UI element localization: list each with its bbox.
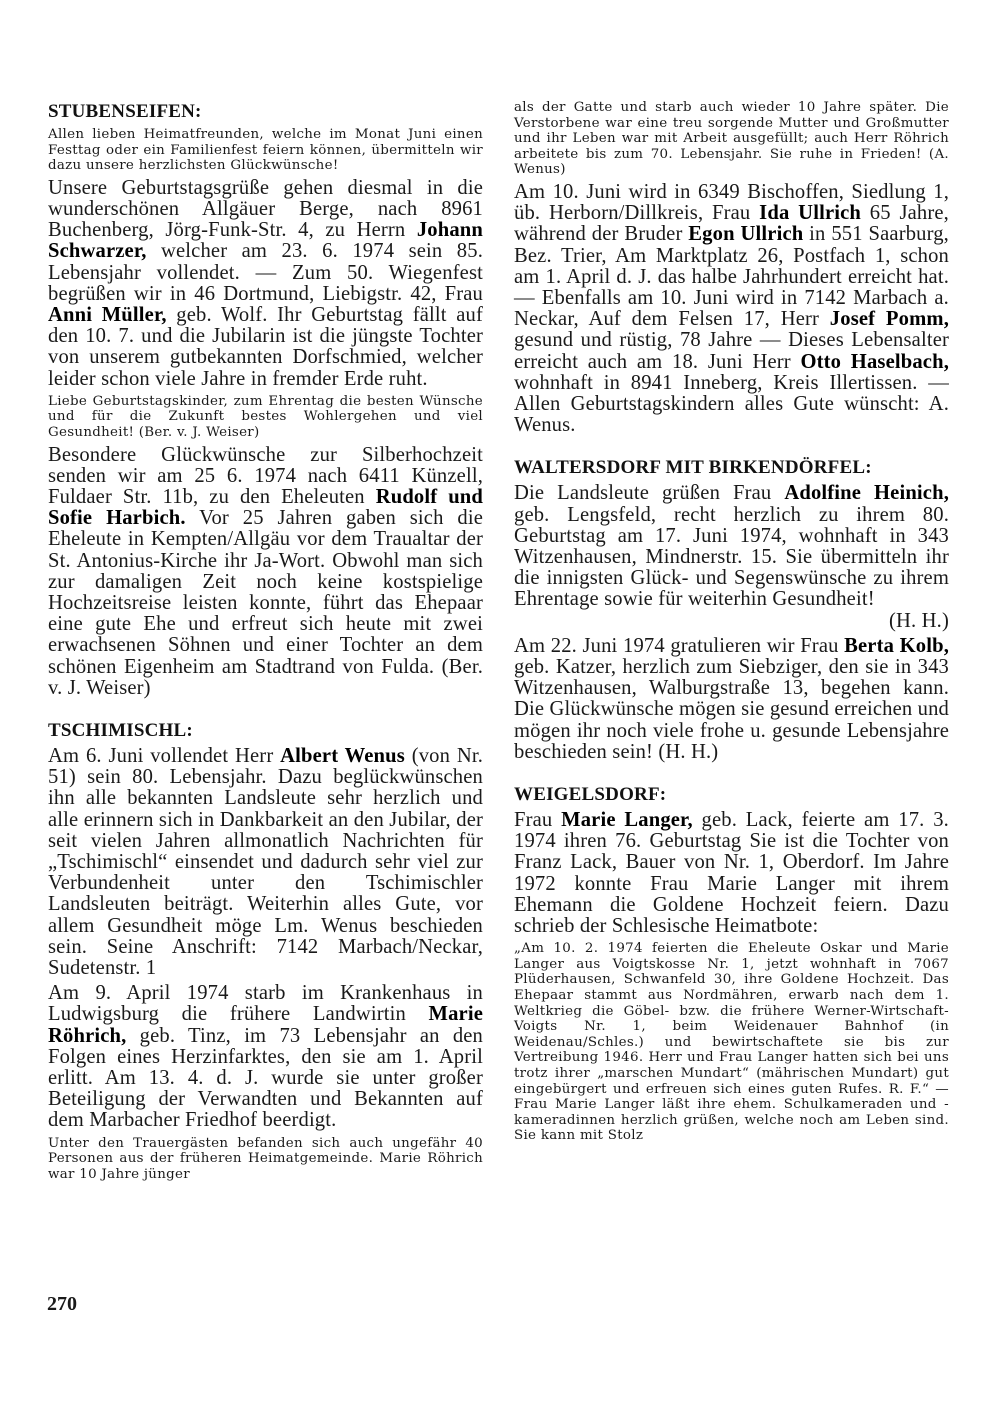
section-waltersdorf xyxy=(514,456,949,763)
person-name: Josef Pomm, xyxy=(829,308,949,331)
person-name: Berta Kolb, xyxy=(844,634,949,657)
section-heading: WALTERSDORF MIT BIRKENDÖRFEL: xyxy=(514,457,872,479)
section-tschimischl xyxy=(48,719,483,1182)
section-continuation xyxy=(514,100,949,436)
signature: (H. H.) xyxy=(889,609,949,632)
note: Unter den Trauergästen befanden sich auch ungefähr 40 Personen aus der früheren Heimatgemeinde. Marie Röhrich war 10 Jahre jünger xyxy=(48,1135,483,1182)
paragraph: Besondere Glückwünsche zur Silberhochzeit senden wir am 25 6. 1974 nach 6411 Künzell, Fuldaer Str. 11b, zu den Eheleuten Rudolf und Sofie Harbich. Vor 25 Jahren gaben sich die Eheleute in Kempten/Allgäu vor dem Traualtar der St. Antonius-Kirche ihr Ja-Wort. Obwohl man sich zur damaligen Zeit noch keine kostspielige Hochzeitsreise leisten konnte, führt das Ehepaar eine gute Ehe und erfreut sich heute mit zwei erwachsenen Söhnen und einer Tochter an dem schönen Eigenheim am Stadtrand von Fulda. (Ber. v. J. Weiser) xyxy=(48,443,484,699)
person-name: Marie Röhrich, xyxy=(48,1003,483,1047)
paragraph: Die Landsleute grüßen Frau Adolfine Heinich, geb. Lengsfeld, recht herzlich zu ihrem 80. Geburtstag am 17. Juni 1974, wohnhaft in 343 Witzenhausen, Mindnerstr. 15. Sie übermitteln ihr die innigsten Glück- und Segenswünsche zu ihrem Ehrentage sowie für weiterhin Gesundheit! xyxy=(514,482,949,611)
section-stubenseifen xyxy=(48,100,483,699)
person-name: Otto Haselbach, xyxy=(800,350,949,373)
person-name: Albert Wenus xyxy=(280,745,405,768)
intro-note: Allen lieben Heimatfreunden, welche im Monat Juni einen Festtag oder ein Familienfest feiern können, übermitteln wir dazu unsere herzlichsten Glückwünsche! xyxy=(48,127,483,174)
person-name: Rudolf und Sofie Harbich. xyxy=(48,486,484,530)
person-name: Adolfine Heinich, xyxy=(784,482,949,505)
page-number: 270 xyxy=(47,1293,77,1315)
note: als der Gatte und starb auch wieder 10 Jahre später. Die Verstorbene war eine treu sorgende Mutter und Großmutter und ihr Leben war mit Arbeit ausgefüllt; auch Herr Röhrich arbeitete bis zum 70. Lebensjahr. Sie ruhe in Frieden! (A. Wenus) xyxy=(514,100,949,178)
person-name: Marie Langer, xyxy=(561,809,693,832)
paragraph: Unsere Geburtstagsgrüße gehen diesmal in die wunderschönen Allgäuer Berge, nach 8961 Buchenberg, Jörg-Funk-Str. 4, zu Herrn Johann Schwarzer, welcher am 23. 6. 1974 sein 85. Lebensjahr vollendet. — Zum 50. Wiegenfest begrüßen wir in 46 Dortmund, Liebigstr. 42, Frau Anni Müller, geb. Wolf. Ihr Geburtstag fällt auf den 10. 7. und die Jubilarin ist die jüngste Tochter von unserem gutbekannten Dorfschmied, welcher leider schon viele Jahre in fremder Erde ruht. xyxy=(48,176,483,390)
quote-note: „Am 10. 2. 1974 feierten die Eheleute Oskar und Marie Langer aus Voigtskosse Nr. 1, jetzt wohnhaft in 7067 Plüderhausen, Schwanfeld 30, ihre Goldene Hochzeit. Das Ehepaar stammt aus Nordmähren, erwarb nach dem 1. Weltkrieg die Göbel- bzw. die frühere Werner-Wirtschaft-Voigts Nr. 1, beim Weidenauer Bahnhof (in Weidenau/Schles.) und bewirtschaftete sie bis zur Vertreibung 1946. Herr und Frau Langer hatten sich bei uns trotz ihrer „marschen Mundart“ (mährischen Mundart) gut eingebürgert und erfreuen sich eines guten Rufes. R. F.“ — Frau Marie Langer läßt ihre ehem. Schulkameraden und -kameradinnen herzlich grüßen, welche noch am Leben sind. Sie kann mit Stolz xyxy=(514,941,949,1144)
person-name: Johann Schwarzer, xyxy=(48,219,483,263)
section-weigelsdorf xyxy=(514,783,949,1144)
section-heading: TSCHIMISCHL: xyxy=(48,720,193,742)
left-column xyxy=(48,100,483,1186)
note: Liebe Geburtstagskinder, zum Ehrentag die besten Wünsche und für die Zukunft bestes Wohlergehen und viel Gesundheit! (Ber. v. J. Weiser) xyxy=(48,393,483,440)
right-column xyxy=(514,100,949,1148)
paragraph: Am 6. Juni vollendet Herr Albert Wenus (von Nr. 51) sein 80. Lebensjahr. Dazu beglückwünschen ihn alle bekannten Landsleute sehr herzlich und alle erinnern sich in Dankbarkeit an den Jubilar, der seit vielen Jahren allmonatlich Nachrichten für „Tschimischl“ einsendet und dadurch sehr viel zur Verbundenheit unter den Tschimischler Landsleuten beiträgt. Weiterhin alles Gute, vor allem Gesundheit möge Lm. Wenus beschieden sein. Seine Anschrift: 7142 Marbach/Neckar, Sudetenstr. 1 xyxy=(48,745,484,980)
section-heading: WEIGELSDORF: xyxy=(514,784,667,806)
person-name: Egon Ullrich xyxy=(688,223,804,246)
paragraph: Frau Marie Langer, geb. Lack, feierte am 17. 3. 1974 ihren 76. Geburtstag Sie ist die Tochter von Franz Lack, Bauer von Nr. 1, Oberdorf. Im Jahre 1972 konnte Frau Marie Langer mit ihrem Ehemann die Goldene Hochzeit feiern. Dazu schrieb der Schlesische Heimatbote: xyxy=(514,809,949,938)
person-name: Anni Müller, xyxy=(48,304,167,326)
section-heading: STUBENSEIFEN: xyxy=(48,101,202,122)
paragraph: Am 22. Juni 1974 gratulieren wir Frau Berta Kolb, geb. Katzer, herzlich zum Siebziger, den sie in 343 Witzenhausen, Walburgstraße 13, begehen kann. Die Glückwünsche mögen sie gesund erreichen und mögen ihr noch viele frohe u. gesunde Lebensjahre beschieden sein! (H. H.) xyxy=(514,634,949,763)
paragraph: Am 9. April 1974 starb im Krankenhaus in Ludwigsburg die frühere Landwirtin Marie Röhrich, geb. Tinz, im 73 Lebensjahr an den Folgen eines Herzinfarktes, den sie am 1. April erlitt. Am 13. 4. d. J. wurde sie unter großer Beteiligung der Verwandten und Bekannten auf dem Marbacher Friedhof beerdigt. xyxy=(48,982,483,1132)
paragraph: Am 10. Juni wird in 6349 Bischoffen, Siedlung 1, üb. Herborn/Dillkreis, Frau Ida Ullrich 65 Jahre, während der Bruder Egon Ullrich in 551 Saarburg, Bez. Trier, Am Marktplatz 26, Postfach 1, schon am 1. April d. J. das halbe Jahrhundert erreicht hat. — Ebenfalls am 10. Juni wird in 7142 Marbach a. Neckar, Auf dem Felsen 17, Herr Josef Pomm, gesund und rüstig, 78 Jahre — Dieses Lebensalter erreicht auch am 18. Juni Herr Otto Haselbach, wohnhaft in 8941 Inneberg, Kreis Illertissen. — Allen Geburtstagskindern alles Gute wünscht: A. Wenus. xyxy=(514,180,949,437)
person-name: Ida Ullrich xyxy=(759,202,861,225)
